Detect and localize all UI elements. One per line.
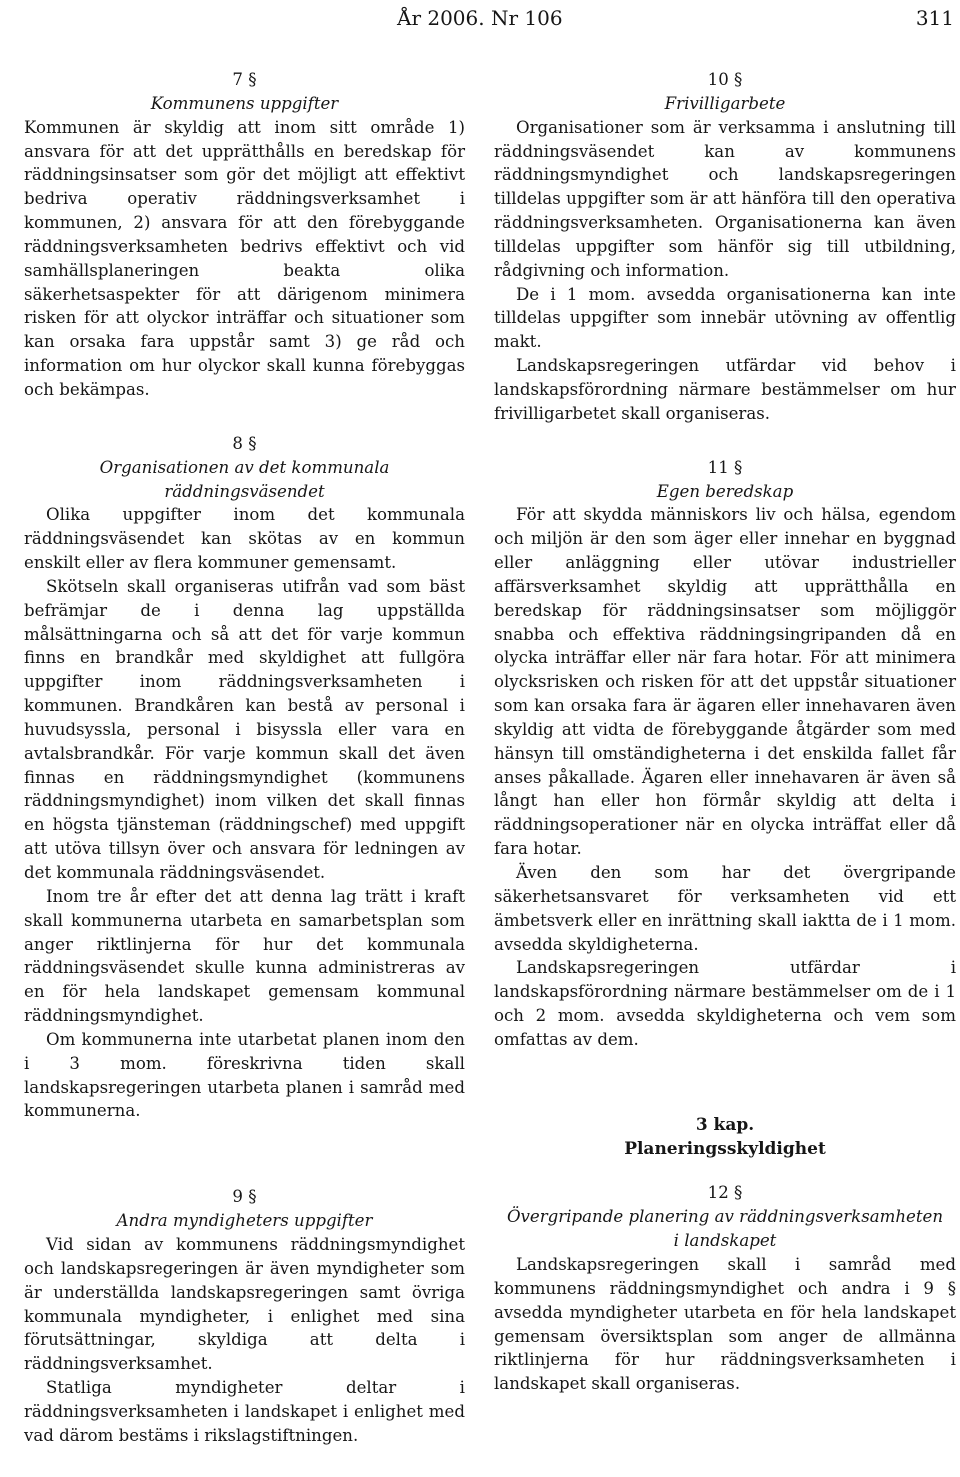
section-10-para-3: Landskapsregeringen utfärdar vid behov i landskapsförordning närmare bestämmelser om hur frivilligarbetet skall organiseras. (494, 356, 956, 423)
section-9-number: 9 § (232, 1187, 257, 1207)
section-11-number: 11 § (707, 457, 743, 477)
section-8-title: Organisationen av det kommunala räddningsväsendet (99, 457, 390, 501)
running-head: År 2006. Nr 106 (397, 6, 563, 30)
section-10-number: 10 § (707, 70, 743, 89)
section-10-para-1: Organisationer som är verksamma i anslutning till räddningsväsendet kan av kommunens räddningsmyndighet och landskapsregeringen tilldelas uppgifter som är att hänföra till den operativa räddningsverksamheten. Organisationerna kan även tilldelas uppgifter som hänför sig till utbildning, rådgivning och information. (494, 117, 956, 280)
chapter-label: 3 kap. (695, 1114, 755, 1135)
chapter-title: Planeringsskyldighet (624, 1138, 826, 1159)
page-header (0, 2, 960, 32)
section-9-para-1: Vid sidan av kommunens räddningsmyndighet och landskapsregeringen är även myndigheter som är underställda landskapsregeringen samt övriga kommunala myndigheter, i enlighet med sina förutsättningar, skyldiga att delta i räddningsverksamhet. (24, 1234, 465, 1374)
section-8-para-4: Om kommunerna inte utarbetat planen inom den i 3 mom. föreskrivna tiden skall landskapsregeringen utarbeta planen i samråd med kommunerna. (24, 1029, 465, 1121)
section-8-para-2: Skötseln skall organiseras utifrån vad som bäst befrämjar de i denna lag uppställda målsättningarna och så att det för varje kommun finns en brandkår med skyldighet att fullgöra uppgifter inom räddningsverksamheten i kommunen. Brandkåren kan bestå av personal i huvudsyssla, personal i bisyssla eller vara en avtalsbrandkår. För varje kommun skall det även finnas en räddningsmyndighet (kommunens räddningsmyndighet) inom vilken det skall finnas en högsta tjänsteman (räddningschef) med uppgift att utöva tillsyn över och ansvara för ledningen av det kommunala räddningsväsendet. (24, 576, 465, 882)
page-number: 311 (915, 6, 954, 30)
section-9-title: Andra myndigheters uppgifter (116, 1211, 373, 1231)
section-7-number: 7 § (232, 70, 257, 89)
section-8-number: 8 § (232, 433, 257, 453)
section-11-title: Egen beredskap (656, 481, 794, 501)
section-7-title: Kommunens uppgifter (150, 93, 339, 113)
section-10-title: Frivilligarbete (664, 93, 786, 113)
section-11-para-3: Landskapsregeringen utfärdar i landskapsförordning närmare bestämmelser om de i 1 och 2 mom. avsedda skyldigheterna och vem som omfattas av dem. (494, 958, 956, 1049)
left-column (24, 68, 465, 1448)
section-7-para-1: Kommunen är skyldig att inom sitt område 1) ansvara för att det upprätthålls en beredskap för räddningsinsatser som gör det möjligt att effektivt bedriva operativ räddningsverksamhet i kommunen, 2) ansvara för att den förebyggande räddningsverksamheten bedrivs effektivt och vid samhällsplaneringen beakta olika säkerhetsaspekter för att därigenom minimera risken för att olyckor inträffar och situationer som kan orsaka fara uppstår samt 3) ge råd och information om hur olyckor skall kunna förebyggas och bekämpas. (24, 117, 465, 399)
section-8-para-3: Inom tre år efter det att denna lag trätt i kraft skall kommunerna utarbeta en samarbetsplan som anger riktlinjerna för hur det kommunala räddningsväsendet skulle kunna administreras av en för hela landskapet gemensam kommunal räddningsmyndighet. (24, 886, 465, 1026)
section-8-para-1: Olika uppgifter inom det kommunala räddningsväsendet kan skötas av en kommun enskilt eller av flera kommuner gemensamt. (24, 505, 465, 573)
section-9-para-2: Statliga myndigheter deltar i räddningsverksamheten i landskapet i enlighet med vad därom bestäms i rikslagstiftningen. (24, 1378, 465, 1445)
section-11-para-2: Även den som har det övergripande säkerhetsansvaret för verksamheten vid ett ämbetsverk eller en inrättning skall iaktta de i 1 mom. avsedda skyldigheterna. (494, 863, 956, 954)
section-12-para-1: Landskapsregeringen skall i samråd med kommunens räddningsmyndighet och andra i 9 § avsedda myndigheter utarbeta en för hela landskapet gemensam översiktsplan som anger de allmänna riktlinjerna för hur räddningsverksamheten i landskapet skall organiseras. (494, 1254, 956, 1394)
section-12-number: 12 § (707, 1183, 743, 1203)
right-column (494, 68, 956, 1396)
section-10-para-2: De i 1 mom. avsedda organisationerna kan inte tilldelas uppgifter som innebär utövning av offentlig makt. (494, 284, 956, 352)
section-11-para-1: För att skydda människors liv och hälsa, egendom och miljön är den som äger eller innehar en byggnad eller anläggning eller utövar industrieller affärsverksamhet skyldig att upprätthålla en beredskap för räddningsinsatser som möjliggör snabba och effektiva räddningsingripanden då en olycka inträffar eller när fara hotar. För att minimera olycksrisken och risken för att det uppstår situationer som kan orsaka fara är ägaren eller innehavaren även skyldig att vidta de förebyggande åtgärder som med hänsyn till omständigheterna i det enskilda fallet får anses påkallade. Ägaren eller innehavaren är även så långt han eller hon förmår skyldig att delta i räddningsoperationer när en olycka inträffat eller då fara hotar. (494, 505, 956, 859)
section-12-title: Övergripande planering av räddningsverksamheten i landskapet (506, 1207, 944, 1251)
